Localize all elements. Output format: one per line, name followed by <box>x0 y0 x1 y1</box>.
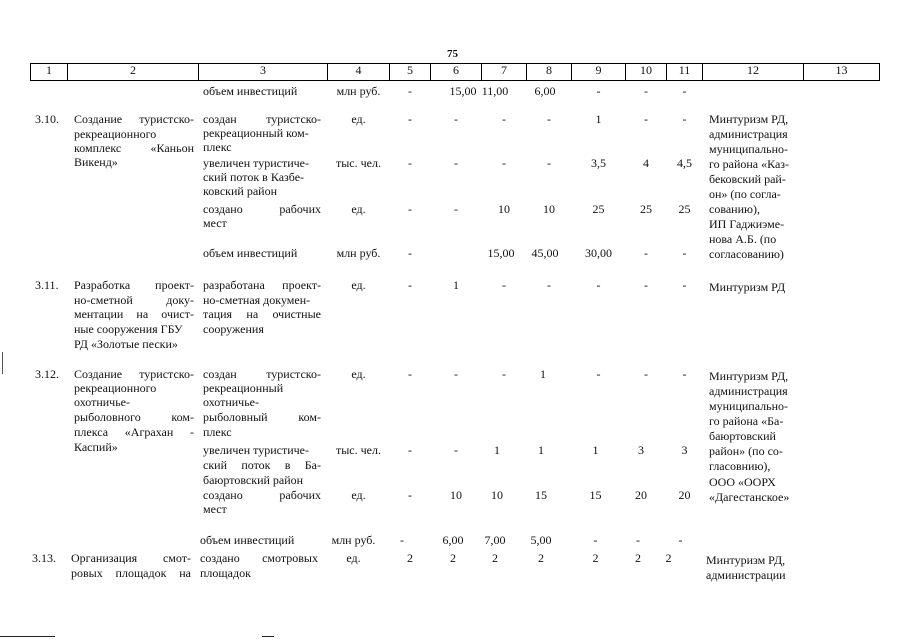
unit-cell: ед. <box>351 112 366 126</box>
value-col11: 3 <box>681 443 688 457</box>
indicator-text: создан туристско- <box>203 367 321 381</box>
value-col5: - <box>408 488 412 502</box>
value-col9: 2 <box>592 551 599 565</box>
col-header-6: 6 <box>430 63 482 81</box>
col-header-8: 8 <box>526 63 572 81</box>
indicator-text: создано рабочих <box>203 488 321 502</box>
indicator-text: создано рабочих <box>203 202 321 216</box>
value-col7: 7,00 <box>484 533 506 547</box>
value-col10: 3 <box>638 443 644 457</box>
value-col9: 1 <box>592 443 599 457</box>
unit-cell: млн руб. <box>336 84 381 98</box>
indicator-text: увеличен туристиче- <box>203 443 309 457</box>
value-col8: 10 <box>543 202 555 216</box>
unit-cell: млн руб. <box>331 533 376 547</box>
value-col6: - <box>454 202 458 216</box>
indicator-text: увеличен туристиче- <box>203 156 309 170</box>
value-col6: - <box>454 367 458 381</box>
value-col7: 11,00 <box>481 84 509 98</box>
value-col6: 10 <box>450 488 462 502</box>
value-col6: 1 <box>453 278 459 292</box>
scan-rule <box>0 636 55 637</box>
scan-margin-mark <box>2 352 3 374</box>
unit-cell: тыс. чел. <box>336 443 381 457</box>
unit-cell: ед. <box>351 202 366 216</box>
indicator-text: объем инвестиций <box>203 84 298 98</box>
value-col11: - <box>682 246 687 260</box>
unit-cell: ед. <box>346 551 361 565</box>
unit-cell: ед. <box>351 367 366 381</box>
col-header-10: 10 <box>625 63 667 81</box>
value-col11: - <box>682 367 687 381</box>
col-header-13: 13 <box>803 63 880 81</box>
value-col11: 25 <box>678 202 691 216</box>
value-col8: - <box>547 278 551 292</box>
indicator-text: рекреационный <box>203 381 284 395</box>
value-col8: - <box>547 112 551 126</box>
indicator-text: рекреационный ком- <box>203 126 309 140</box>
value-col5: - <box>408 367 412 381</box>
value-col8: - <box>547 156 551 170</box>
value-col11: - <box>678 533 683 547</box>
unit-cell: тыс. чел. <box>336 156 381 170</box>
col-header-5: 5 <box>389 63 431 81</box>
value-col6: 15,00 <box>449 84 477 98</box>
row-number: 3.12. <box>35 367 59 381</box>
value-col7: 10 <box>491 488 503 502</box>
value-col7: 10 <box>498 202 510 216</box>
value-col11: - <box>682 112 687 126</box>
indicator-text: плекс <box>203 140 232 154</box>
value-col7: - <box>502 367 506 381</box>
value-col11: 20 <box>678 488 691 502</box>
indicator-text: объем инвестиций <box>203 246 298 260</box>
value-col9: - <box>596 367 601 381</box>
indicator-text: но-сметная докумен- <box>203 293 311 307</box>
value-col9: 3,5 <box>591 156 606 170</box>
value-col10: 25 <box>640 202 652 216</box>
indicator-text: тация на очистные <box>203 307 321 321</box>
value-col6: - <box>454 156 458 170</box>
value-col5: - <box>408 443 412 457</box>
value-col5: - <box>408 84 412 98</box>
value-col9: 15 <box>589 488 602 502</box>
col-header-7: 7 <box>481 63 527 81</box>
row-number: 3.13. <box>32 551 56 565</box>
value-col9: - <box>596 278 601 292</box>
unit-cell: ед. <box>351 488 366 502</box>
value-col5: - <box>408 112 412 126</box>
value-col6: - <box>454 443 458 457</box>
indicator-text: площадок <box>200 566 251 580</box>
value-col6: - <box>454 112 458 126</box>
value-col8: 45,00 <box>531 246 559 260</box>
value-col6: 6,00 <box>442 533 464 547</box>
value-col8: 2 <box>538 551 544 565</box>
value-col7: 1 <box>494 443 500 457</box>
indicator-text: охотничье- <box>203 395 260 409</box>
value-col5: - <box>400 533 404 547</box>
indicator-text: создан туристско- <box>203 112 321 126</box>
col-header-4: 4 <box>327 63 390 81</box>
value-col7: - <box>502 278 506 292</box>
value-col9: - <box>593 533 598 547</box>
value-col10: 4 <box>643 156 649 170</box>
indicator-text: создано смотровых <box>200 551 318 565</box>
indicator-text: плекс <box>203 425 232 439</box>
value-col9: 25 <box>592 202 605 216</box>
value-col11: - <box>682 278 687 292</box>
indicator-text: мест <box>203 216 227 230</box>
indicator-text: баюртовский район <box>203 473 304 487</box>
value-col10: - <box>644 246 648 260</box>
value-col10: - <box>644 112 648 126</box>
value-col8: 5,00 <box>530 533 552 547</box>
col-header-12: 12 <box>702 63 804 81</box>
value-col7: - <box>502 112 506 126</box>
indicator-text: ковский район <box>203 184 277 198</box>
value-col9: 30,00 <box>585 246 612 260</box>
row-number: 3.10. <box>35 112 59 126</box>
col-header-1: 1 <box>30 63 68 81</box>
scan-rule <box>262 636 274 637</box>
value-col10: 2 <box>635 551 641 565</box>
value-col5: - <box>408 202 412 216</box>
col-header-3: 3 <box>198 63 328 81</box>
value-col11: - <box>682 84 687 98</box>
value-col7: 15,00 <box>487 246 515 260</box>
col-header-11: 11 <box>666 63 703 81</box>
value-col8: 15 <box>535 488 547 502</box>
indicator-text: ский поток в Ба- <box>203 458 321 472</box>
value-col5: 2 <box>407 551 413 565</box>
indicator-text: рыболовный ком- <box>203 410 321 424</box>
indicator-text: ский поток в Казбе- <box>203 170 305 184</box>
executor-text: Минтуризм РД <box>709 280 786 294</box>
value-col5: - <box>408 246 412 260</box>
indicator-text: мест <box>203 502 227 516</box>
indicator-text: разработана проект- <box>203 278 321 292</box>
value-col10: - <box>636 533 640 547</box>
indicator-text: объем инвестиций <box>200 533 295 547</box>
indicator-text: сооружения <box>203 322 264 336</box>
value-col11: 2 <box>665 551 672 565</box>
value-col9: - <box>596 84 601 98</box>
value-col10: - <box>644 367 648 381</box>
value-col7: 2 <box>492 551 498 565</box>
col-header-9: 9 <box>571 63 626 81</box>
value-col7: - <box>502 156 506 170</box>
page-number: 75 <box>447 48 458 60</box>
value-col11: 4,5 <box>677 156 692 170</box>
unit-cell: млн руб. <box>336 246 381 260</box>
value-col8: 1 <box>540 367 546 381</box>
value-col9: 1 <box>595 112 602 126</box>
value-col10: - <box>644 278 648 292</box>
value-col5: - <box>408 278 412 292</box>
value-col8: 6,00 <box>534 84 556 98</box>
value-col5: - <box>408 156 412 170</box>
row-number: 3.11. <box>35 278 59 292</box>
unit-cell: ед. <box>351 278 366 292</box>
value-col10: 20 <box>635 488 647 502</box>
value-col10: - <box>644 84 648 98</box>
col-header-2: 2 <box>67 63 199 81</box>
value-col6: 2 <box>450 551 456 565</box>
value-col8: 1 <box>538 443 544 457</box>
